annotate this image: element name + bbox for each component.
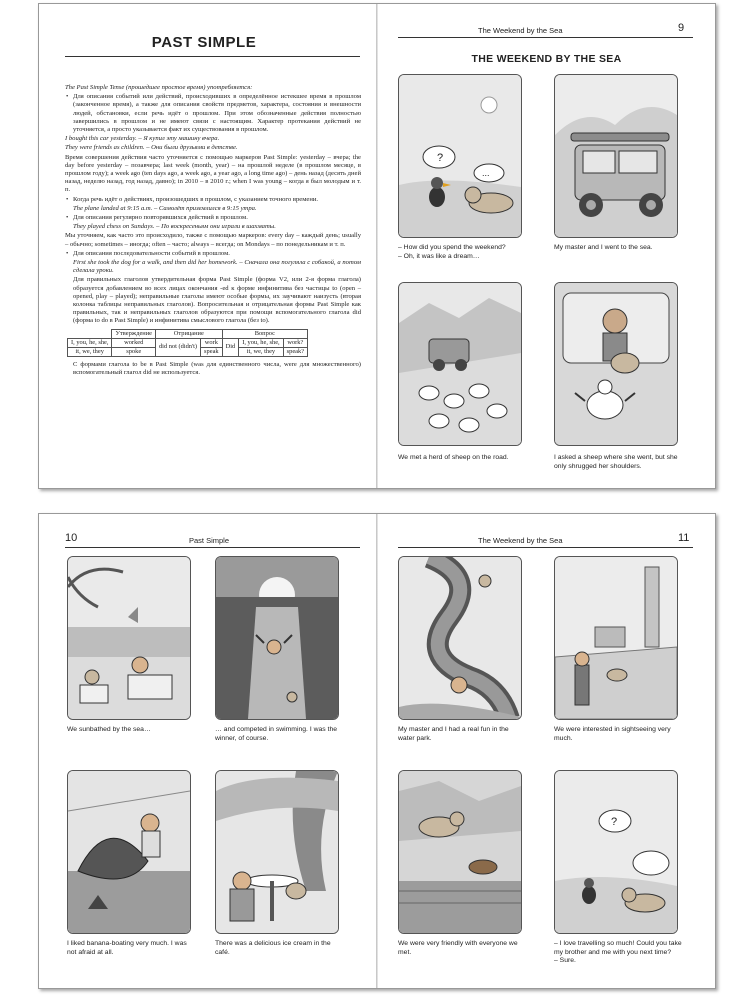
panel-caption: I liked banana-boating very much. I was not afraid at all. xyxy=(67,940,187,956)
panel-caption: There was a delicious ice cream in the café. xyxy=(215,940,331,956)
dog-and-fox-illustration xyxy=(399,771,521,933)
water-slide-illustration xyxy=(399,557,521,719)
table-cell: I, you, he, she, xyxy=(239,338,283,347)
panel-caption: My master and I went to the sea. xyxy=(554,244,653,251)
table-header: Вопрос xyxy=(222,329,307,338)
comic-panel-banana-boat xyxy=(67,770,191,934)
running-head: The Weekend by the Sea xyxy=(478,26,563,35)
comic-panel-sheep xyxy=(398,282,522,446)
panel-caption: We were very friendly with everyone we met. xyxy=(398,940,518,956)
panel-caption: My master and I had a real fun in the water park. xyxy=(398,726,509,742)
top-spread xyxy=(38,3,716,489)
panel-caption: We sunbathed by the sea… xyxy=(67,726,151,733)
table-cell: speak? xyxy=(283,347,307,356)
panel-caption: … and competed in swimming. I was the winner, of course. xyxy=(215,726,338,742)
dog-and-bird-illustration xyxy=(399,75,521,237)
panel-caption: We were interested in sightseeing very much. xyxy=(554,726,671,742)
shrugging-sheep-illustration xyxy=(555,283,677,445)
ruins-illustration xyxy=(555,557,677,719)
grammar-text xyxy=(65,84,361,378)
sunset-swimming-illustration xyxy=(216,557,338,719)
running-head: The Weekend by the Sea xyxy=(478,536,563,545)
grammar-intro: The Past Simple Tense (прошедшее простое время) употребляется: xyxy=(65,84,253,91)
table-cell: worked xyxy=(112,338,156,347)
panel-caption: – How did you spend the weekend? – Oh, it was like a dream… xyxy=(398,244,506,260)
grammar-example: The plane landed at 9:15 a.m. – Самолёт приземлился в 9:15 утра. xyxy=(73,204,257,212)
table-cell: did not (didn't) xyxy=(155,338,200,356)
table-cell: spoke xyxy=(112,347,156,356)
comic-panel-sunbathing xyxy=(67,556,191,720)
running-head: Past Simple xyxy=(189,536,230,545)
grammar-rule-1: • Для описания событий или действий, происходивших в определённое истекшее время в прошлом (законченное время), а также для описания свойств предметов, характера, состояния и внешности людей, обстановки, если речь идёт о прошлом. При этом обозначенные действия полностью завершились в прошлом и не имеют связи с настоящим. Характер протекания действий не уточняется, а просто указывается факт их существования в прошлом. xyxy=(65,93,361,134)
title-rule xyxy=(65,56,360,57)
speech-bubble-dots: ... xyxy=(482,168,490,178)
table-cell: work xyxy=(201,338,223,347)
speech-bubble-question: ? xyxy=(611,816,618,828)
table-cell: I, you, he, she, xyxy=(68,338,112,347)
panel-caption: We met a herd of sheep on the road. xyxy=(398,454,509,461)
page-10-comic xyxy=(39,514,376,988)
comic-panel-shrug xyxy=(554,282,678,446)
panel-caption: I asked a sheep where she went, but she only shrugged her shoulders. xyxy=(554,454,678,470)
page-number: 10 xyxy=(65,532,78,544)
page-8-grammar xyxy=(39,4,376,488)
comic-panel-jeep xyxy=(554,74,678,238)
page-number: 11 xyxy=(678,532,690,544)
table-cell: it, we, they xyxy=(68,347,112,356)
comic-panel-swimming xyxy=(215,556,339,720)
table-header: Отрицание xyxy=(155,329,222,338)
comic-panel-bird-asks xyxy=(554,770,678,934)
banana-boat-illustration xyxy=(68,771,190,933)
table-cell: speak xyxy=(201,347,223,356)
header-rule xyxy=(65,547,360,548)
grammar-rule-2: • Когда речь идёт о действиях, произошедших в прошлом, с указанием точного времени. xyxy=(65,196,361,204)
page-9-comic xyxy=(378,4,715,488)
page-title: PAST SIMPLE xyxy=(151,34,257,51)
comic-panel-sightseeing xyxy=(554,556,678,720)
grammar-example: They were friends as children. – Они были друзьями в детстве. xyxy=(65,144,238,152)
grammar-formation: Для правильных глаголов утвердительная форма Past Simple (форма V2, или 2-я форма глагола) образуется добавлением во всех лицах окончания -ed к форме инфинитива без частицы to (open – opened, play – played); неправильные глаголы имеют особые формы, их заучивают наизусть (вторая колонка таблицы неправильных глаголов). Вопросительная и отрицательная формы Past Simple как правильных, так и неправильных глаголов образуются при помощи вспомогательного глагола did (форма to do в Past Simple) и инфинитива смыслового глагола (без to). xyxy=(73,276,361,325)
table-header: Утверждение xyxy=(112,329,156,338)
jeep-illustration xyxy=(555,75,677,237)
table-cell: work? xyxy=(283,338,307,347)
header-rule xyxy=(398,37,693,38)
panel-caption: – I love travelling so much! Could you take my brother and me with you next time? – Sure. xyxy=(554,940,682,964)
grammar-rule-3: • Для описания регулярно повторявшихся действий в прошлом. xyxy=(65,214,361,222)
comic-panel-friends xyxy=(398,770,522,934)
dog-and-bird-illustration xyxy=(555,771,677,933)
comic-panel-dialogue xyxy=(398,74,522,238)
sheep-herd-illustration xyxy=(399,283,521,445)
bottom-spread xyxy=(38,513,716,989)
comic-panel-water-park xyxy=(398,556,522,720)
cafe-illustration xyxy=(216,771,338,933)
grammar-example: They played chess on Sundays. – По воскресеньям они играли в шахматы. xyxy=(73,223,276,231)
conjugation-table xyxy=(67,329,308,357)
grammar-to-be-note: С формами глагола to be в Past Simple (was для единственного числа, were для множественного) вспомогательный глагол did не используется. xyxy=(73,360,361,376)
page-number: 9 xyxy=(678,22,685,34)
story-title: THE WEEKEND BY THE SEA xyxy=(471,53,622,65)
grammar-markers-2: Мы уточняем, как часто это происходило, также с помощью маркеров: every day – каждый день; usually – обычно; sometimes – иногда; often – часто; always – всегда; on Mondays – по понедельникам и т. п. xyxy=(65,232,361,248)
header-rule xyxy=(398,547,693,548)
beach-illustration xyxy=(68,557,190,719)
grammar-markers: Время совершения действия часто уточняется с помощью маркеров Past Simple: yesterday – вчера; the day before yesterday – позавчера; last week (month, year) – на прошлой неделе (в прошлом месяце, в прошлом году); a week ago (ten days ago, a week ago, a year ago, a long time ago) – день назад (десять дней назад, неделю назад, год назад, давно); in 2010 – в 2010 г.; when I was young – когда я был молодым и т. п. xyxy=(65,153,361,194)
comic-panel-cafe xyxy=(215,770,339,934)
table-cell: Did xyxy=(222,338,239,356)
table-cell: it, we, they xyxy=(239,347,283,356)
grammar-example: I bought this car yesterday. – Я купил эту машину вчера. xyxy=(65,135,220,143)
page-11-comic xyxy=(378,514,715,988)
grammar-example: First she took the dog for a walk, and then did her homework. – Сначала она погуляла с собакой, а потом сделала уроки. xyxy=(73,259,361,275)
speech-bubble-question: ? xyxy=(437,152,444,164)
grammar-rule-4: • Для описания последовательности событий в прошлом. xyxy=(65,250,361,258)
